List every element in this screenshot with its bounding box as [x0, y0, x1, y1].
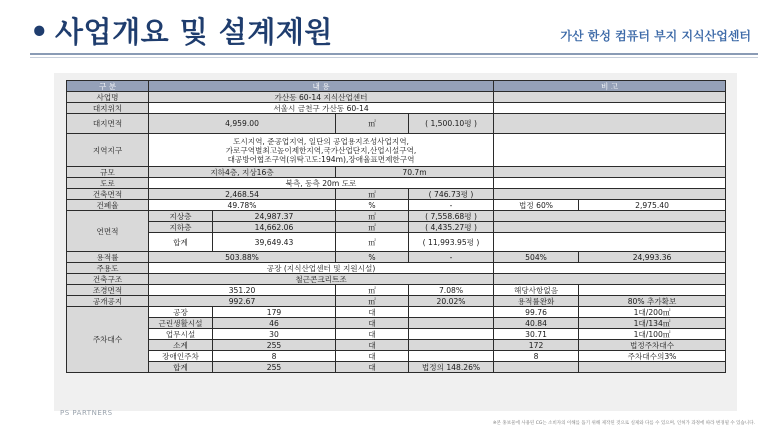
unit-cell: 대: [336, 307, 409, 318]
site-area-pyeong: ( 1,500.10평 ): [409, 114, 494, 134]
far-value: 503.88%: [149, 252, 336, 263]
unit-cell: %: [336, 200, 409, 211]
parking-legal: [409, 329, 494, 340]
unit-cell: ㎡: [336, 233, 409, 252]
unit-cell: ㎡: [336, 211, 409, 222]
row-label: 대지위치: [67, 103, 149, 114]
table-row: [67, 362, 726, 373]
row-label: 주차대수: [67, 307, 149, 373]
parking-calc: 172: [494, 340, 579, 351]
row-label: 건축구조: [67, 274, 149, 285]
bcr-legal-area: 2,975.40: [579, 200, 726, 211]
table-row: [67, 296, 726, 307]
bcr-legal: 법정 60%: [494, 200, 579, 211]
remark-cell: [579, 285, 726, 296]
row-label: 사업명: [67, 92, 149, 103]
row-label: 조경면적: [67, 285, 149, 296]
header-category: 구 분: [67, 81, 149, 92]
floor-area-below-pyeong: ( 4,435.27평 ): [409, 222, 494, 233]
public-space-bonus: 80% 추가확보: [579, 296, 726, 307]
header-divider: [30, 53, 758, 55]
table-row: [67, 318, 726, 329]
remark-cell: [494, 274, 726, 285]
parking-calc: 99.76: [494, 307, 579, 318]
table-row: [67, 189, 726, 200]
row-label: 공개공지: [67, 296, 149, 307]
building-area-pyeong: ( 746.73평 ): [409, 189, 494, 200]
parking-legal: [409, 307, 494, 318]
row-label: 건폐율: [67, 200, 149, 211]
unit-cell: ㎡: [336, 114, 409, 134]
unit-cell: 대: [336, 351, 409, 362]
floor-area-above: 24,987.37: [213, 211, 336, 222]
spec-table: [66, 80, 726, 373]
sub-label: 합계: [149, 233, 213, 252]
table-row: [67, 134, 726, 167]
parking-count: 8: [213, 351, 336, 362]
zone-line: 대공방어협조구역(위탁고도:194m),장애율표면제한구역: [227, 154, 415, 164]
parking-calc: 8: [494, 351, 579, 362]
unit-cell: 대: [336, 362, 409, 373]
page-title: [30, 10, 333, 51]
landscape-ratio: 7.08%: [409, 285, 494, 296]
table-row: [67, 211, 726, 222]
parking-count: 30: [213, 329, 336, 340]
row-label: 지역지구: [67, 134, 149, 167]
table-header-row: [67, 81, 726, 92]
parking-calc: [494, 362, 579, 373]
floor-area-above-pyeong: ( 7,558.68평 ): [409, 211, 494, 222]
dash-cell: -: [409, 252, 494, 263]
parking-count: 179: [213, 307, 336, 318]
public-space-area: 992.67: [149, 296, 336, 307]
zone-line: 도시지역, 준공업지역, 일단의 공업용지조성사업지역,: [233, 136, 409, 146]
dash-cell: -: [409, 200, 494, 211]
table-row: [67, 274, 726, 285]
footer-brand: PS PARTNERS: [60, 409, 113, 417]
table-row: [67, 340, 726, 351]
table-row: [67, 167, 726, 178]
bcr-value: 49.78%: [149, 200, 336, 211]
floor-area-total: 39,649.43: [213, 233, 336, 252]
far-legal-area: 24,993.36: [579, 252, 726, 263]
row-label: 도로: [67, 178, 149, 189]
remark-cell: [494, 178, 726, 189]
parking-sub-label: 공장: [149, 307, 213, 318]
sub-label: 지상층: [149, 211, 213, 222]
parking-sub-label: 소계: [149, 340, 213, 351]
header-remarks: 비 고: [494, 81, 726, 92]
table-row: [67, 263, 726, 274]
far-legal: 504%: [494, 252, 579, 263]
parking-standard: 법정주차대수: [579, 340, 726, 351]
floor-area-below: 14,662.06: [213, 222, 336, 233]
remark-cell: [494, 134, 726, 167]
unit-cell: ㎡: [336, 296, 409, 307]
landscape-area: 351.20: [149, 285, 336, 296]
parking-standard: 1대/100㎡: [579, 329, 726, 340]
parking-count: 255: [213, 340, 336, 351]
unit-cell: 대: [336, 329, 409, 340]
unit-cell: %: [336, 252, 409, 263]
row-label: 대지면적: [67, 114, 149, 134]
zone-line: 가로구역별최고높이제한지역,국가산업단지,산업시설구역,: [225, 145, 417, 155]
table-row: [67, 233, 726, 252]
footer-disclaimer: ※본 홍보물에 사용된 CG는 소비자의 이해를 돕기 위해 제작된 것으로 실제와 다를 수 있으며, 인허가 과정에 따라 변경될 수 있습니다.: [492, 421, 755, 426]
table-row: [67, 285, 726, 296]
unit-cell: 대: [336, 340, 409, 351]
sub-label: 지하층: [149, 222, 213, 233]
zone-cell: [149, 134, 494, 167]
parking-standard: 주차대수의3%: [579, 351, 726, 362]
parking-sub-label: 합계: [149, 362, 213, 373]
table-row: [67, 103, 726, 114]
floor-count: 지하4층, 지상16층: [149, 167, 336, 178]
site-location: 서울시 금천구 가산동 60-14: [149, 103, 494, 114]
row-label: 규모: [67, 167, 149, 178]
unit-cell: ㎡: [336, 285, 409, 296]
parking-sub-label: 장애인주차: [149, 351, 213, 362]
parking-standard: 1대/200㎡: [579, 307, 726, 318]
landscape-note: 해당사항없음: [494, 285, 579, 296]
public-space-note: 용적률완화: [494, 296, 579, 307]
main-use: 공장 (지식산업센터 및 지원시설): [149, 263, 494, 274]
parking-legal: [409, 318, 494, 329]
remark-cell: [494, 103, 726, 114]
parking-standard: [579, 362, 726, 373]
remark-cell: [494, 114, 726, 134]
table-row: [67, 92, 726, 103]
unit-cell: ㎡: [336, 189, 409, 200]
building-area: 2,468.54: [149, 189, 336, 200]
parking-legal: [409, 340, 494, 351]
building-height: 70.7m: [336, 167, 494, 178]
parking-legal: [409, 351, 494, 362]
parking-standard: 1대/134㎡: [579, 318, 726, 329]
table-row: [67, 222, 726, 233]
road-info: 북측, 동측 20m 도로: [149, 178, 494, 189]
table-row: [67, 114, 726, 134]
parking-count: 46: [213, 318, 336, 329]
parking-count: 255: [213, 362, 336, 373]
row-label: 용적률: [67, 252, 149, 263]
remark-cell: [494, 222, 726, 233]
remark-cell: [494, 92, 726, 103]
public-space-ratio: 20.02%: [409, 296, 494, 307]
parking-calc: 30.71: [494, 329, 579, 340]
row-label: 주용도: [67, 263, 149, 274]
unit-cell: ㎡: [336, 222, 409, 233]
project-name: 가산동 60-14 지식산업센터: [149, 92, 494, 103]
parking-calc: 40.84: [494, 318, 579, 329]
remark-cell: [494, 211, 726, 222]
table-row: [67, 252, 726, 263]
remark-cell: [494, 167, 726, 178]
unit-cell: 대: [336, 318, 409, 329]
parking-legal: 법정의 148.26%: [409, 362, 494, 373]
table-row: [67, 329, 726, 340]
table-row: [67, 200, 726, 211]
parking-sub-label: 업무시설: [149, 329, 213, 340]
row-label: 건축면적: [67, 189, 149, 200]
title-bullet: •: [30, 15, 50, 49]
project-subtitle: 가산 한성 컴퓨터 부지 지식산업센터: [560, 29, 751, 43]
row-label: 연면적: [67, 211, 149, 252]
page-title-text: 사업개요 및 설계제원: [55, 15, 333, 49]
header-content: 내 용: [149, 81, 494, 92]
parking-sub-label: 근린생활시설: [149, 318, 213, 329]
header-divider-secondary: [30, 57, 758, 58]
site-area: 4,959.00: [149, 114, 336, 134]
structure-type: 철근콘크리트조: [149, 274, 494, 285]
table-row: [67, 351, 726, 362]
floor-area-total-pyeong: ( 11,993.95평 ): [409, 233, 494, 252]
remark-cell: [494, 233, 726, 252]
remark-cell: [494, 189, 726, 200]
table-row: [67, 307, 726, 318]
table-row: [67, 178, 726, 189]
remark-cell: [494, 263, 726, 274]
